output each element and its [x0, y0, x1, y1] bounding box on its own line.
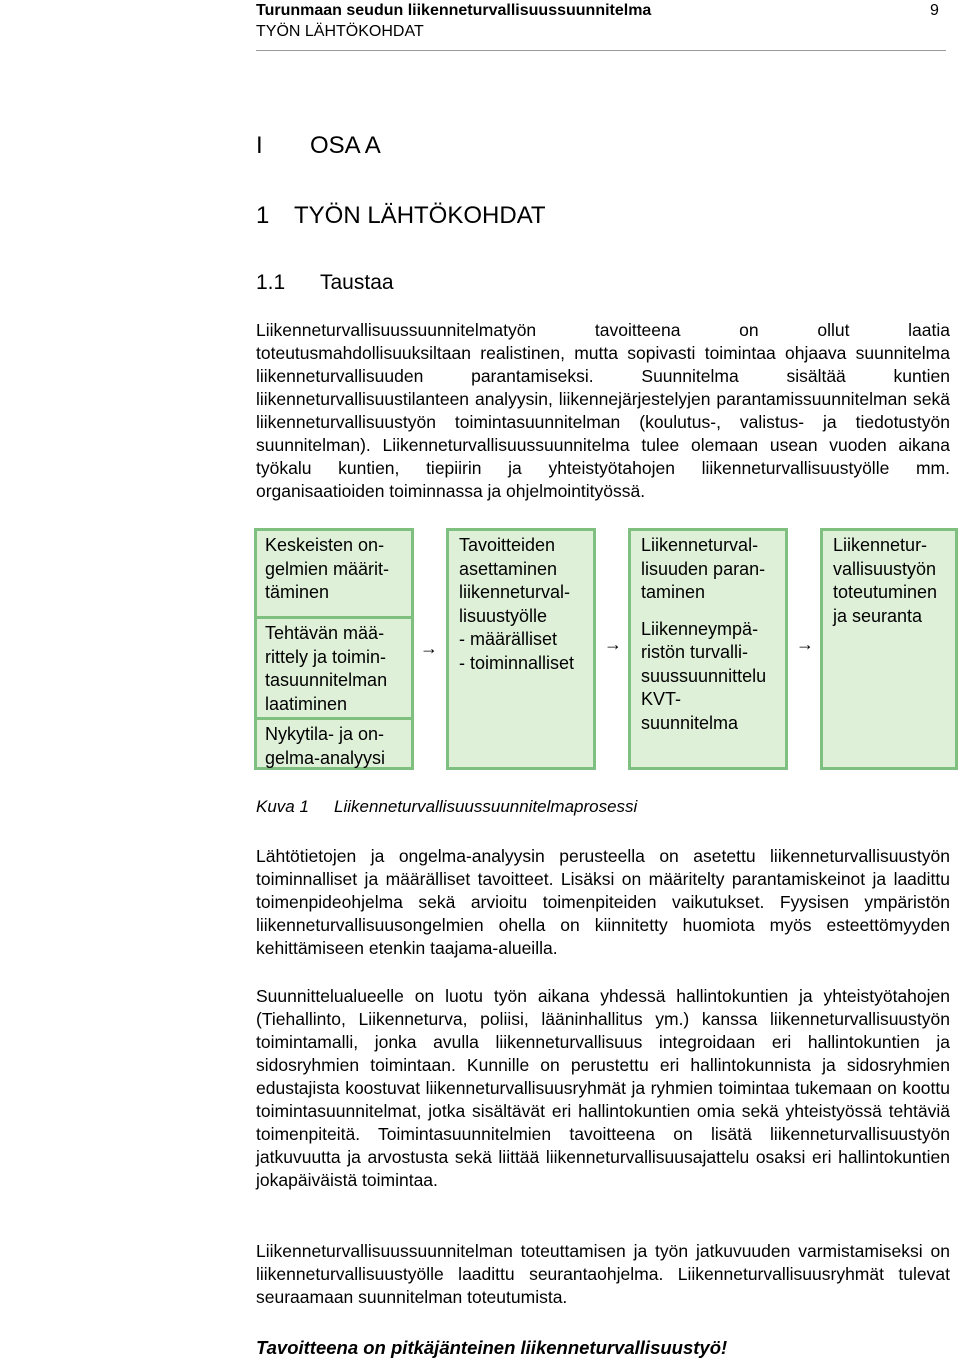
box-line: laatiminen [265, 693, 348, 714]
arrow-right-icon: → [604, 634, 622, 654]
box-line: toteutuminen [833, 582, 938, 602]
box-line: vallisuustyön [833, 558, 937, 579]
box-line: tasuunnitelman [265, 670, 388, 690]
section-title: Taustaa [320, 271, 394, 294]
part-number: I [256, 132, 263, 159]
box-line: - toiminnalliset [459, 652, 575, 673]
box-line: Tavoitteiden [459, 535, 556, 555]
box-line: gelma-analyysi [265, 747, 386, 768]
process-box-monitoring [820, 528, 958, 770]
box-line: gelmien määrit- [265, 558, 390, 579]
part-title: OSA A [310, 132, 381, 159]
box-line: ristön turvalli- [641, 642, 749, 662]
box-line: lisuuden paran- [641, 558, 766, 579]
box-line: liikenneturval- [459, 582, 571, 602]
chapter-title: TYÖN LÄHTÖKOHDAT [294, 202, 546, 229]
box-line: lisuustyölle [459, 605, 548, 626]
arrow-right-icon: → [420, 638, 438, 658]
box-cell-task-definition [257, 619, 411, 720]
section-heading [256, 271, 394, 295]
box-line: Keskeisten on- [265, 535, 385, 555]
box-line: täminen [265, 582, 330, 602]
paragraph-intro: Liikenneturvallisuussuunnitelmatyön tavoitteena on ollut laatia toteutusmahdollisuuksiltaan realistinen, mutta sopivasti toimintaa ohjaava suunnitelma liikenneturvallisuuden parantamiseksi. Suunnitelma sisältää kuntien liikenneturvallisuustilanteen analyysin, liikennejärjestelyjen parantamissuunnitelman sekä liikenneturvallisuustyön toimintasuunnitelman (koulutus-, valistus- ja tiedotustyön suunnitelman). Liikenneturvallisuussuunnitelma tulee olemaan usean vuoden aikana työkalu kuntien, tiepiirin ja yhteistyötahojen liikenneturvallisuustyölle mm. organisaatioiden toiminnassa ja ohjelmointityössä. [256, 320, 950, 501]
closing-statement: Tavoitteena on pitkäjänteinen liikenneturvallisuustyö! [256, 1337, 728, 1358]
box-cell-analysis [257, 720, 411, 772]
box-line: - määrälliset [459, 629, 558, 649]
box-line: rittely ja toimin- [265, 646, 387, 667]
box-line: suunnitelma [641, 712, 739, 733]
process-box-improvement [628, 528, 788, 770]
figure-caption: Liikenneturvallisuussuunnitelmaprosessi [334, 797, 638, 816]
box-line: asettaminen [459, 558, 558, 579]
paragraph-operating-model: Suunnittelualueelle on luotu työn aikana yhdessä hallintokuntien ja yhteistyötahojen (Tiehallinto, Liikenneturva, poliisi, lääninhallitus ym.) kanssa liikenneturvallisuustyön toimintamalli, jonka avulla liikenneturvallisuus integroidaan eri hallintokuntien ja sidosryhmien toimintaan. Kunnille on perustettu eri hallintokunnista ja sidosryhmien edustajista koostuvat liikenneturvallisuusryhmät ja ryhmien toimintaa tukemaan on koottu toimintasuunnitelmat, jotka sisältävät eri hallintokuntien omia sekä yhteistyössä tehtäviä toimenpiteitä. Toimintasuunnitelmien tavoitteena on lisätä liikenneturvallisuustyön jatkuvuutta ja arvostusta sekä liittää liikenneturvallisuusajattelu osaksi eri hallintokuntien jokapäiväistä toimintaa. [256, 986, 950, 1190]
box-line: Nykytila- ja on- [265, 724, 385, 744]
process-box-goals [446, 528, 596, 770]
arrow-right-icon: → [796, 634, 814, 654]
box-line: Liikennetur- [833, 535, 928, 555]
section-number: 1.1 [256, 271, 286, 294]
document-subtitle: TYÖN LÄHTÖKOHDAT [256, 23, 424, 40]
box-line: taminen [641, 582, 706, 602]
box-cell-key-problems [257, 531, 411, 619]
paragraph-goals: Lähtötietojen ja ongelma-analyysin perusteella on asetettu liikenneturvallisuustyön toiminnalliset ja määrälliset tavoitteet. Lisäksi on määritelty parantamiskeinot ja laadittu toimenpideohjelma sekä arvioitu toimenpiteiden vaikutukset. Fyysisen ympäristön liikenneturvallisuusongelmien ohella on kiinnitetty huomiota myös esteettömyyden kehittämiseen etenkin taajama-alueilla. [256, 846, 950, 958]
page-number: 9 [930, 2, 939, 19]
document-title: Turunmaan seudun liikenneturvallisuussuunnitelma [256, 2, 652, 19]
box-line: Liikenneturval- [641, 535, 759, 555]
box-line: Liikenneympä- [641, 618, 759, 639]
figure-number: Kuva 1 [256, 797, 309, 816]
box-line: ja seuranta [833, 605, 923, 626]
box-line: KVT- [641, 689, 682, 709]
box-line: suussuunnittelu [641, 665, 767, 686]
chapter-number: 1 [256, 202, 270, 229]
paragraph-monitoring: Liikenneturvallisuussuunnitelman toteuttamisen ja työn jatkuvuuden varmistamiseksi on liikenneturvallisuustyölle laadittu seurantaohjelma. Liikenneturvallisuusryhmät tulevat seuraamaan suunnitelman toteutumista. [256, 1241, 950, 1307]
chapter-heading [256, 202, 546, 230]
box-line: Tehtävän mää- [265, 623, 385, 643]
header-divider [256, 50, 946, 51]
part-heading [256, 132, 381, 160]
process-box-problems [254, 528, 414, 770]
